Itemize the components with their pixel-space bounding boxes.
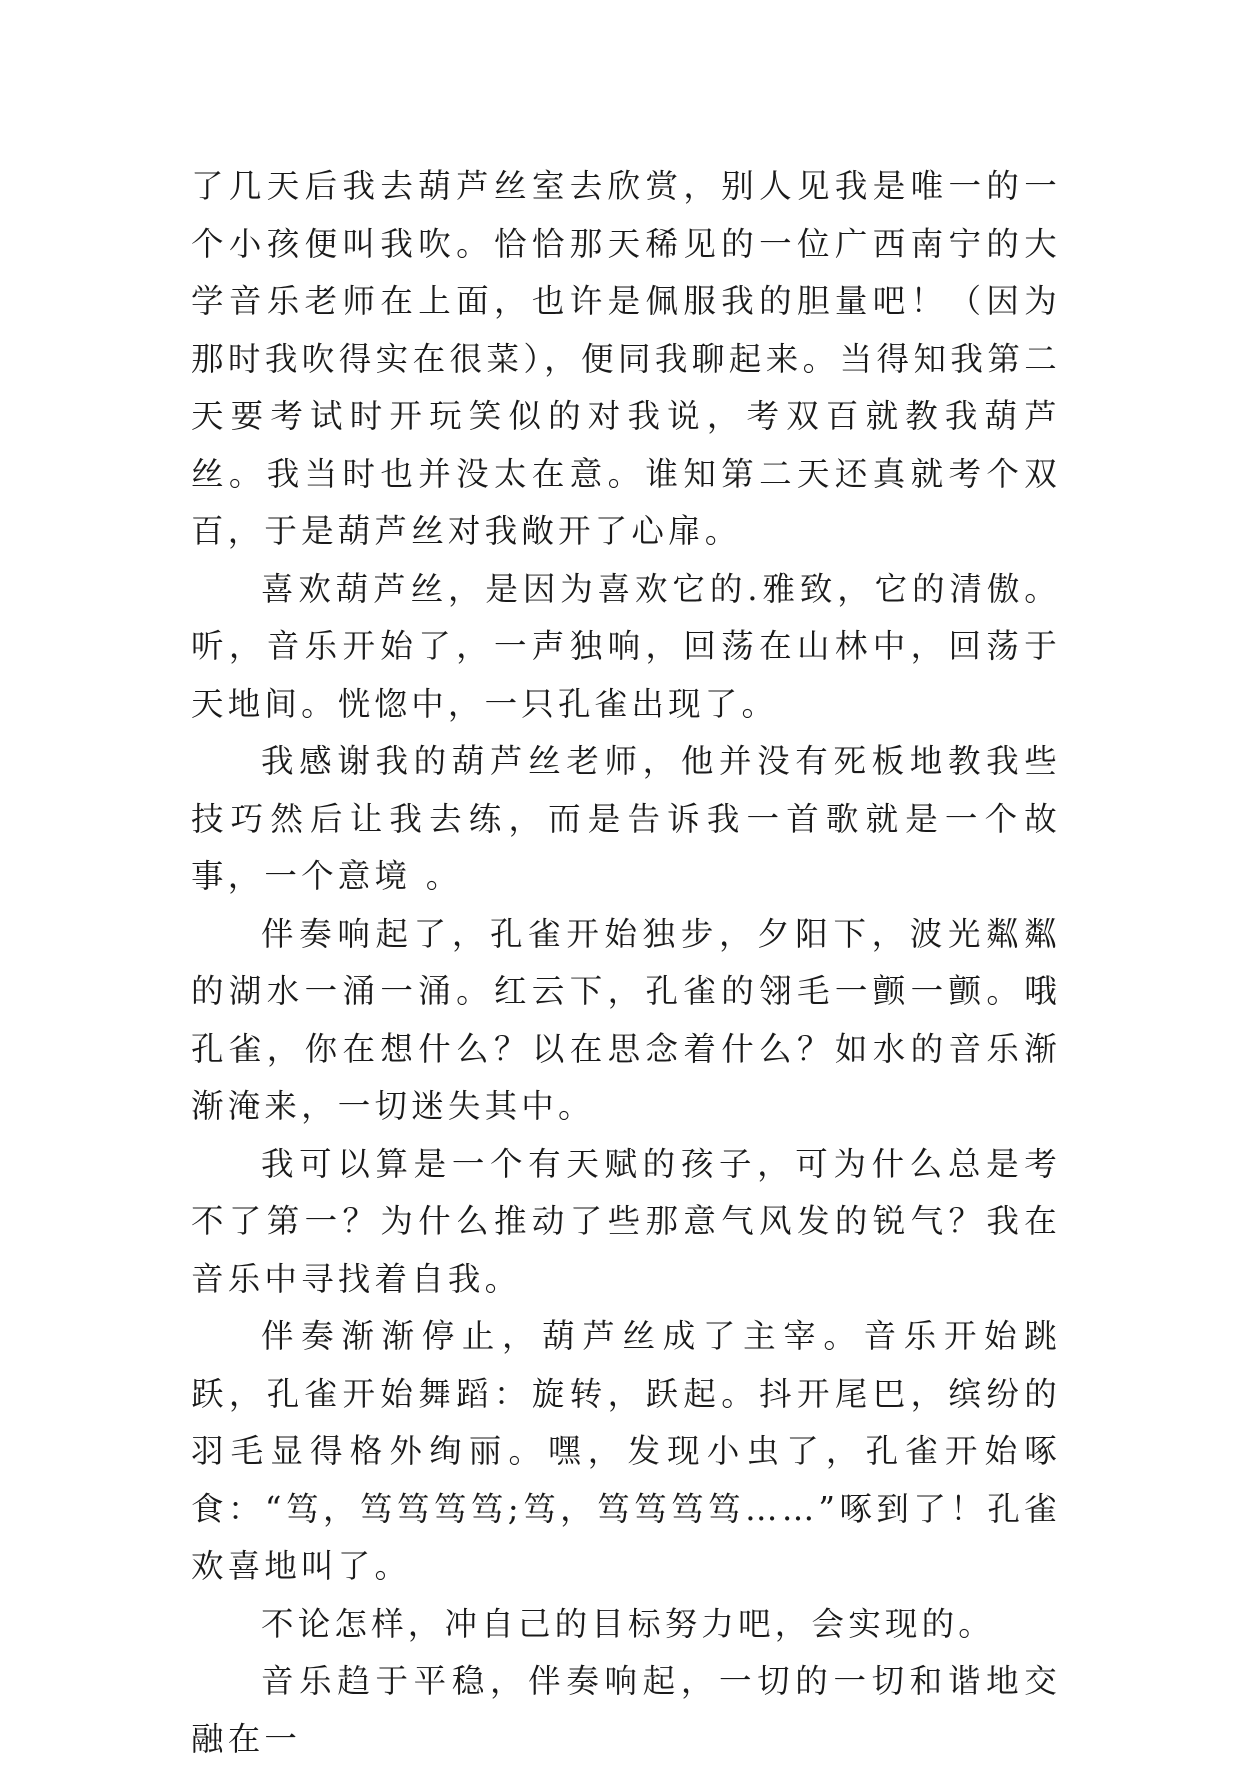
paragraph-3: 我感谢我的葫芦丝老师，他并没有死板地教我些技巧然后让我去练，而是告诉我一首歌就是一个故事，一个意境 。 — [191, 742, 1061, 895]
article-body — [191, 158, 1061, 1768]
paragraph-7: 不论怎样，冲自己的目标努力吧，会实现的。 — [261, 1604, 996, 1643]
paragraph-1: 了几天后我去葫芦丝室去欣赏，别人见我是唯一的一个小孩便叫我吹。恰恰那天稀见的一位广西南宁的大学音乐老师在上面，也许是佩服我的胆量吧！（因为那时我吹得实在很菜），便同我聊起来。当得知我第二天要考试时开玩笑似的对我说，考双百就教我葫芦丝。我当时也并没太在意。谁知第二天还真就考个双百，于是葫芦丝对我敞开了心扉。 — [191, 167, 1061, 550]
paragraph-6: 伴奏渐渐停止，葫芦丝成了主宰。音乐开始跳跃，孔雀开始舞蹈：旋转，跃起。抖开尾巴，缤纷的羽毛显得格外绚丽。嘿，发现小虫了，孔雀开始啄食：“笃，笃笃笃笃;笃，笃笃笃笃……”啄到了！孔雀欢喜地叫了。 — [191, 1317, 1061, 1585]
paragraph-5: 我可以算是一个有天赋的孩子，可为什么总是考不了第一？为什么推动了些那意气风发的锐气？我在音乐中寻找着自我。 — [191, 1144, 1061, 1298]
paragraph-2: 喜欢葫芦丝，是因为喜欢它的.雅致，它的清傲。听，音乐开始了，一声独响，回荡在山林中，回荡于天地间。恍惚中，一只孔雀出现了。 — [191, 569, 1061, 723]
paragraph-8: 音乐趋于平稳，伴奏响起，一切的一切和谐地交融在一 — [191, 1662, 1061, 1758]
paragraph-4: 伴奏响起了，孔雀开始独步，夕阳下，波光粼粼的湖水一涌一涌。红云下，孔雀的翎毛一颤一颤。哦孔雀，你在想什么？以在思念着什么？如水的音乐渐渐淹来，一切迷失其中。 — [191, 914, 1061, 1125]
